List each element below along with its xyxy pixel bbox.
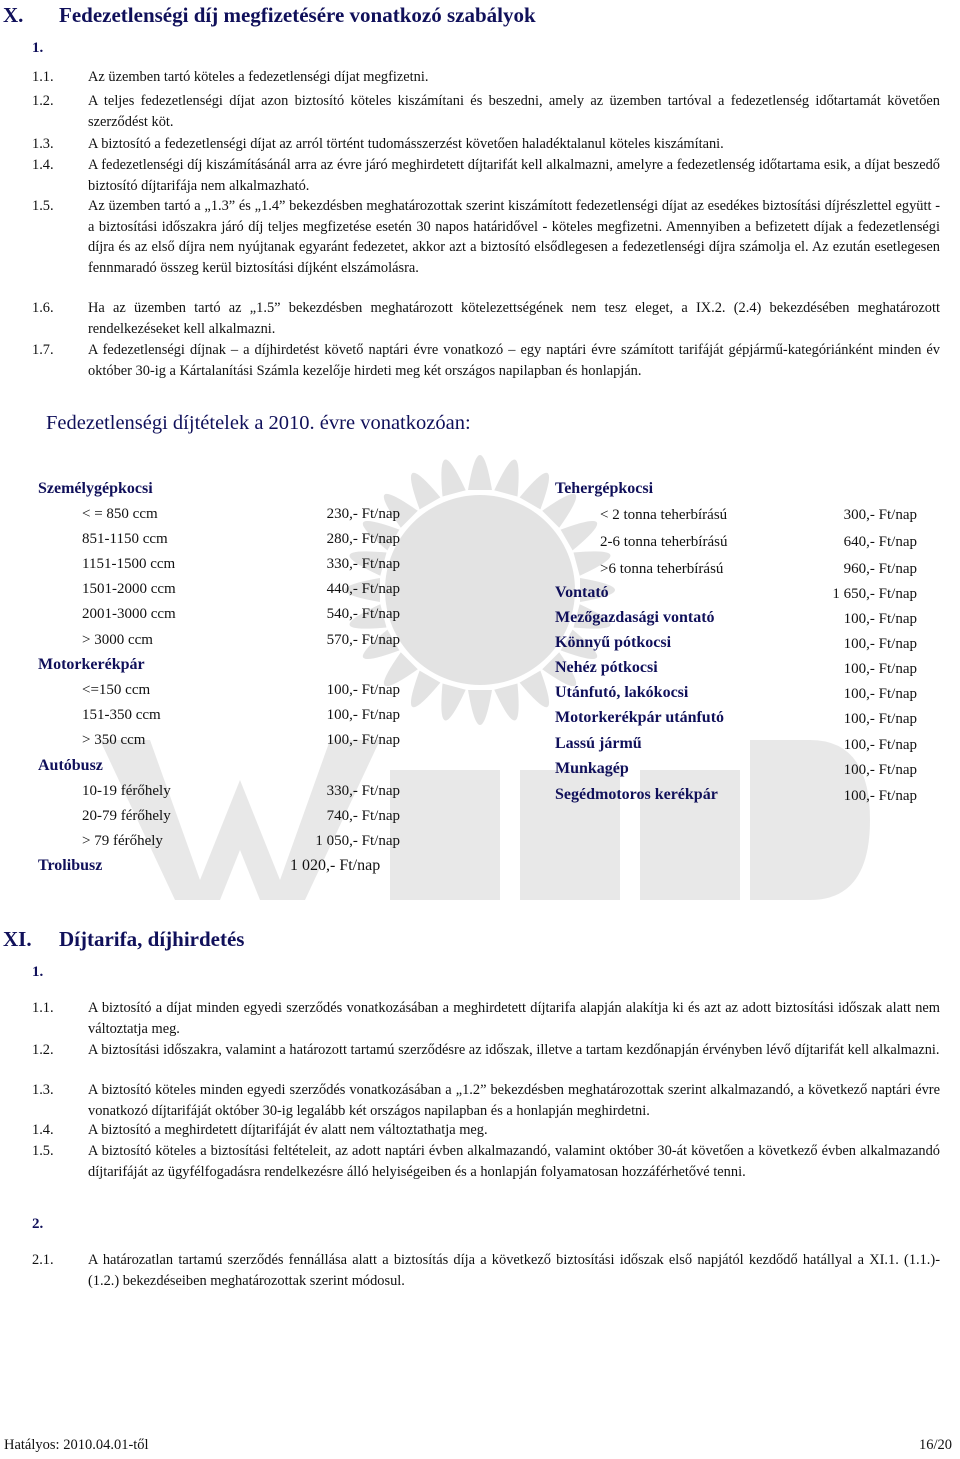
fee-label: 2001-3000 ccm [82,606,176,622]
fee-value: 100,- Ft/nap [843,686,917,702]
item-number: 1.5. [32,198,54,214]
fee-value: 540,- Ft/nap [326,606,400,622]
fee-value: 100,- Ft/nap [843,788,917,804]
sun-logo-watermark [90,440,870,910]
trolleybus-value: 1 020,- Ft/nap [290,857,381,874]
list-item [32,1141,940,1182]
fee-label: 10-19 férőhely [82,783,171,799]
item-text: Az üzemben tartó köteles a fedezetlenségi díjat megfizetni. [88,69,429,85]
list-item [32,155,940,196]
fee-label: 2-6 tonna teherbírású [600,534,728,550]
fee-label: 151-350 ccm [82,707,161,723]
fee-value: 100,- Ft/nap [843,737,917,753]
item-number: 1.2. [32,1042,54,1058]
fee-table-title: Fedezetlenségi díjtételek a 2010. évre vonatkozóan: [46,412,471,434]
item-number: 1.1. [32,69,54,85]
list-item [32,340,940,381]
fee-category-label: Segédmotoros kerékpár [555,786,718,803]
item-number: 1.7. [32,342,54,358]
item-text: A teljes fedezetlenségi díjat azon biztosító köteles kiszámítani és beszedni, amely az üzemben tartóval a fedezetlenség időtartamát követően szerződést köt. [88,93,940,130]
fee-value: 640,- Ft/nap [843,534,917,550]
list-item [32,1250,940,1291]
fee-category-label: Vontató [555,584,609,601]
section-x-number: X. [3,3,24,27]
list-item [32,298,940,339]
fee-value: 570,- Ft/nap [326,632,400,648]
item-text: Ha az üzemben tartó az „1.5” bekezdésben meghatározott kötelezettségének nem tesz eleget, a IX.2. (2.4) bekezdésében meghatározott rendelkezéseket kell alkalmazni. [88,300,940,337]
item-number: 1.2. [32,93,54,109]
list-item [32,67,940,88]
item-number: 1.5. [32,1143,54,1159]
category-motorcycle: Motorkerékpár [38,656,145,673]
item-text: A biztosító köteles a biztosítási feltételeit, az adott naptári évben alkalmazandó, valamint október 30-át követően a következő évben alkalmazandó díjtarifáját az ügyfélfogadásra rendelkezésre álló helyiségeiben és a honlapján folyamatosan hozzáférhetővé tenni. [88,1143,940,1180]
fee-category-label: Könnyű pótkocsi [555,634,672,651]
section-xi-subnumber-2: 2. [32,1216,44,1232]
fee-category-label: Nehéz pótkocsi [555,659,658,676]
fee-value: 330,- Ft/nap [326,556,400,572]
item-text: A fedezetlenségi díjnak – a díjhirdetést követő naptári évre vonatkozó – egy naptári évre számított tarifáját gépjármű-kategóriánként minden év október 30-ig a Kártalanítási Számla kezelője hirdeti meg két országos napilapban és honlapján. [88,342,940,379]
fee-category-label: Mezőgazdasági vontató [555,609,715,626]
item-number: 1.3. [32,136,54,152]
section-x-subnumber: 1. [32,40,44,56]
item-text: A biztosítási időszakra, valamint a határozott tartamú szerződésre az időszak, illetve a tartam kezdőnapján érvényben lévő díjtarifát kell alkalmazni. [88,1042,940,1058]
fee-value: 740,- Ft/nap [326,808,400,824]
fee-label: > 3000 ccm [82,632,153,648]
item-text: A határozatlan tartamú szerződés fennállása alatt a biztosítás díja a következő biztosítási időszak első napjától kezdődő hatállyal a XI.1. (1.1.)-(1.2.) bekezdéseiben meghatározottak szerint módosul. [88,1252,940,1289]
section-x-heading [3,3,536,28]
fee-value: 100,- Ft/nap [843,611,917,627]
fee-label: 20-79 férőhely [82,808,171,824]
section-xi-heading [3,927,244,952]
fee-value: 230,- Ft/nap [326,506,400,522]
fee-value: 300,- Ft/nap [843,507,917,523]
fee-label: > 350 ccm [82,732,146,748]
section-xi-subnumber-1: 1. [32,964,44,980]
item-text: A biztosító a meghirdetett díjtarifáját év alatt nem változtathatja meg. [88,1122,488,1138]
fee-category-label: Motorkerékpár utánfutó [555,709,725,726]
list-item [32,1120,940,1141]
item-number: 2.1. [32,1252,54,1268]
fee-value: 330,- Ft/nap [326,783,400,799]
list-item [32,998,940,1039]
item-number: 1.1. [32,1000,54,1016]
fee-label: <=150 ccm [82,682,151,698]
footer-effective-date: Hatályos: 2010.04.01-től [4,1437,149,1453]
fee-value: 100,- Ft/nap [326,732,400,748]
fee-label: 1501-2000 ccm [82,581,176,597]
section-xi-title: Díjtarifa, díjhirdetés [59,927,245,951]
category-truck: Tehergépkocsi [555,480,654,497]
section-x-title: Fedezetlenségi díj megfizetésére vonatkozó szabályok [59,3,536,27]
fee-value: 1 050,- Ft/nap [315,833,400,849]
item-text: A fedezetlenségi díj kiszámításánál arra az évre járó meghirdetett díjtarifát kell alkalmazni, amelyre a fedezetlenség időtartama esik, a díjat beszedő biztosító díjtarifája nem alkalmazható. [88,157,940,194]
fee-category-label: Utánfutó, lakókocsi [555,684,689,701]
fee-category-label: Lassú jármű [555,735,642,752]
fee-label: >6 tonna teherbírású [600,561,724,577]
list-item [32,1080,940,1121]
list-item [32,91,940,132]
list-item [32,134,940,155]
fee-category-label: Munkagép [555,760,629,777]
fee-label: 1151-1500 ccm [82,556,176,572]
item-number: 1.3. [32,1082,54,1098]
fee-value: 100,- Ft/nap [843,636,917,652]
item-number: 1.6. [32,300,54,316]
fee-value: 100,- Ft/nap [843,711,917,727]
item-text: A biztosító a díjat minden egyedi szerződés vonatkozásában a meghirdetett díjtarifa alapján alakítja ki és azt az adott biztosítási időszak alatt nem változtatja meg. [88,1000,940,1037]
list-item [32,196,940,278]
item-number: 1.4. [32,1122,54,1138]
fee-value: 440,- Ft/nap [326,581,400,597]
item-text: A biztosító a fedezetlenségi díjat az arról történt tudomásszerzést követően haladéktalanul köteles kiszámítani. [88,136,724,152]
list-item [32,1040,940,1061]
section-xi-number: XI. [3,927,32,951]
fee-label: < = 850 ccm [82,506,158,522]
fee-value: 100,- Ft/nap [843,661,917,677]
fee-label: < 2 tonna teherbírású [600,507,728,523]
category-personal-car: Személygépkocsi [38,480,153,497]
fee-value: 960,- Ft/nap [843,561,917,577]
item-text: A biztosító köteles minden egyedi szerződés vonatkozásában a „1.2” bekezdésben meghatározottak szerint alkalmazandó, a következő naptári évre vonatkozó díjtarifáját október 30-ig legalább két országos napilapban és a honlapján meghirdetni. [88,1082,940,1119]
fee-label: 851-1150 ccm [82,531,168,547]
fee-value: 100,- Ft/nap [326,682,400,698]
category-trolleybus: Trolibusz [38,857,103,874]
fee-label: > 79 férőhely [82,833,163,849]
fee-value: 100,- Ft/nap [326,707,400,723]
item-number: 1.4. [32,157,54,173]
fee-value: 280,- Ft/nap [326,531,400,547]
category-bus: Autóbusz [38,757,103,774]
fee-value: 1 650,- Ft/nap [832,586,917,602]
footer-page-number: 16/20 [918,1437,952,1453]
fee-value: 100,- Ft/nap [843,762,917,778]
item-text: Az üzemben tartó a „1.3” és „1.4” bekezdésben meghatározottak szerint kiszámított fedezetlenségi díjat az esedékes biztosítási díjrészlettel együtt - a biztosítási időszakra járó díj teljes megfizetése esetén 30 napos határidővel - köteles megfizetni. Amennyiben a befizetett díjak a fedezetlenségi díjra és az első díjra nem nyújtanak egyaránt fedezetet, akkor azt a biztosító elsődlegesen a fedezetlenségi díjra számolja el. Az ezután esetlegesen fennmaradó összeg kerül biztosítási díjként elszámolásra. [88,198,940,276]
